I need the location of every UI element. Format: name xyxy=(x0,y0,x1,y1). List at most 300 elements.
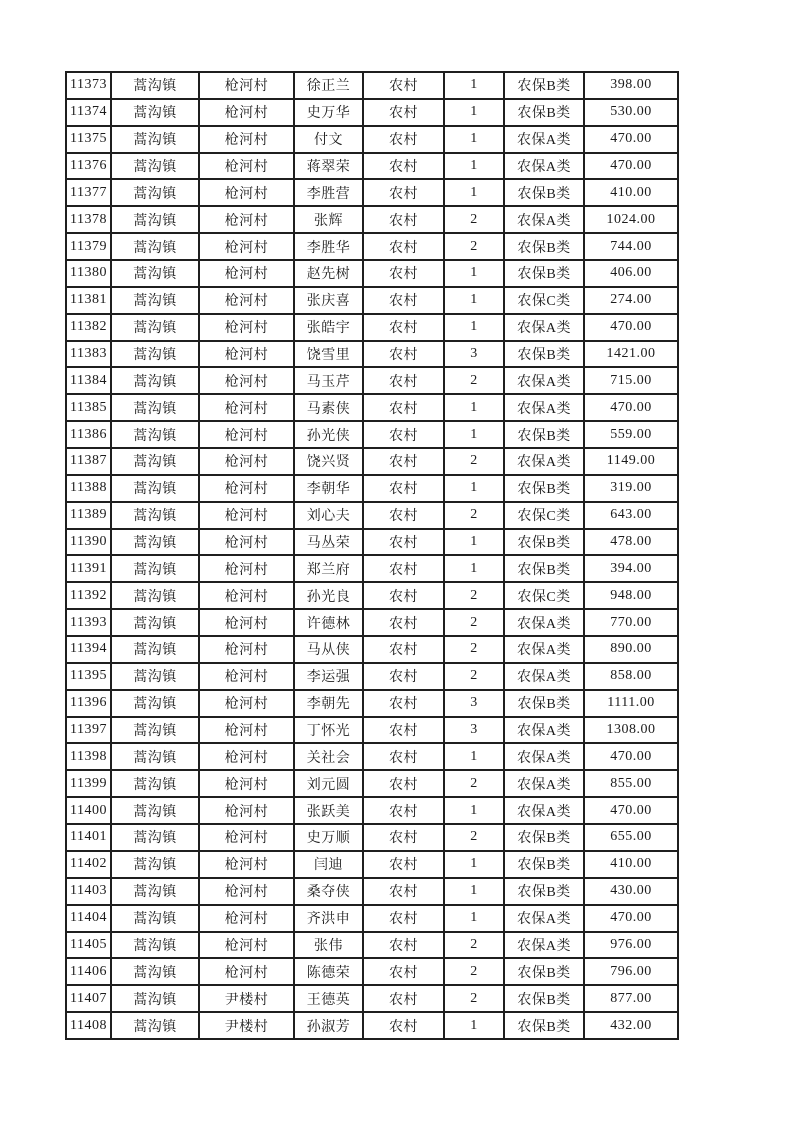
cell-person-count: 2 xyxy=(444,663,504,690)
cell-person-name: 马丛荣 xyxy=(294,529,363,556)
cell-person-name: 张庆喜 xyxy=(294,287,363,314)
cell-amount: 858.00 xyxy=(584,663,678,690)
cell-person-count: 1 xyxy=(444,179,504,206)
cell-insurance-category: 农保B类 xyxy=(504,421,584,448)
cell-town: 蒿沟镇 xyxy=(111,529,199,556)
cell-town: 蒿沟镇 xyxy=(111,233,199,260)
cell-person-name: 王德英 xyxy=(294,985,363,1012)
cell-village: 枪河村 xyxy=(199,905,294,932)
cell-insurance-category: 农保A类 xyxy=(504,797,584,824)
cell-town: 蒿沟镇 xyxy=(111,555,199,582)
cell-person-name: 蒋翠荣 xyxy=(294,153,363,180)
table-row xyxy=(66,72,678,99)
cell-village: 枪河村 xyxy=(199,797,294,824)
cell-residence-type: 农村 xyxy=(363,932,444,959)
cell-person-id: 11396 xyxy=(66,690,111,717)
cell-insurance-category: 农保A类 xyxy=(504,743,584,770)
cell-person-count: 1 xyxy=(444,797,504,824)
cell-amount: 398.00 xyxy=(584,72,678,99)
cell-insurance-category: 农保A类 xyxy=(504,394,584,421)
cell-insurance-category: 农保B类 xyxy=(504,555,584,582)
cell-residence-type: 农村 xyxy=(363,72,444,99)
table-row xyxy=(66,99,678,126)
cell-insurance-category: 农保A类 xyxy=(504,932,584,959)
table-row xyxy=(66,367,678,394)
cell-village: 枪河村 xyxy=(199,72,294,99)
cell-amount: 744.00 xyxy=(584,233,678,260)
cell-person-id: 11381 xyxy=(66,287,111,314)
cell-person-id: 11397 xyxy=(66,717,111,744)
cell-amount: 1421.00 xyxy=(584,341,678,368)
cell-insurance-category: 农保B类 xyxy=(504,99,584,126)
table-row xyxy=(66,287,678,314)
table-row xyxy=(66,851,678,878)
cell-person-count: 1 xyxy=(444,475,504,502)
cell-insurance-category: 农保A类 xyxy=(504,448,584,475)
cell-village: 尹楼村 xyxy=(199,1012,294,1039)
cell-person-count: 2 xyxy=(444,824,504,851)
cell-village: 枪河村 xyxy=(199,932,294,959)
cell-amount: 394.00 xyxy=(584,555,678,582)
cell-village: 枪河村 xyxy=(199,690,294,717)
cell-person-name: 饶兴贤 xyxy=(294,448,363,475)
cell-person-name: 李胜营 xyxy=(294,179,363,206)
cell-village: 枪河村 xyxy=(199,609,294,636)
cell-town: 蒿沟镇 xyxy=(111,421,199,448)
cell-village: 枪河村 xyxy=(199,824,294,851)
cell-village: 枪河村 xyxy=(199,260,294,287)
cell-insurance-category: 农保B类 xyxy=(504,260,584,287)
cell-village: 枪河村 xyxy=(199,770,294,797)
table-row xyxy=(66,743,678,770)
cell-town: 蒿沟镇 xyxy=(111,932,199,959)
cell-insurance-category: 农保B类 xyxy=(504,985,584,1012)
cell-residence-type: 农村 xyxy=(363,609,444,636)
cell-residence-type: 农村 xyxy=(363,421,444,448)
cell-residence-type: 农村 xyxy=(363,905,444,932)
cell-town: 蒿沟镇 xyxy=(111,99,199,126)
cell-town: 蒿沟镇 xyxy=(111,179,199,206)
cell-insurance-category: 农保A类 xyxy=(504,770,584,797)
cell-person-count: 2 xyxy=(444,636,504,663)
cell-person-count: 1 xyxy=(444,153,504,180)
cell-village: 枪河村 xyxy=(199,555,294,582)
table-row xyxy=(66,502,678,529)
table-row xyxy=(66,582,678,609)
table-row xyxy=(66,878,678,905)
cell-person-count: 1 xyxy=(444,878,504,905)
cell-person-id: 11374 xyxy=(66,99,111,126)
cell-insurance-category: 农保B类 xyxy=(504,1012,584,1039)
cell-person-name: 丁怀光 xyxy=(294,717,363,744)
cell-amount: 274.00 xyxy=(584,287,678,314)
cell-person-count: 2 xyxy=(444,770,504,797)
cell-insurance-category: 农保B类 xyxy=(504,475,584,502)
cell-residence-type: 农村 xyxy=(363,690,444,717)
cell-residence-type: 农村 xyxy=(363,502,444,529)
cell-person-count: 1 xyxy=(444,421,504,448)
cell-residence-type: 农村 xyxy=(363,206,444,233)
cell-residence-type: 农村 xyxy=(363,1012,444,1039)
cell-residence-type: 农村 xyxy=(363,824,444,851)
cell-person-count: 1 xyxy=(444,905,504,932)
cell-person-count: 1 xyxy=(444,260,504,287)
cell-residence-type: 农村 xyxy=(363,260,444,287)
cell-person-id: 11377 xyxy=(66,179,111,206)
table-row xyxy=(66,341,678,368)
cell-person-name: 孙光侠 xyxy=(294,421,363,448)
cell-person-name: 史万顺 xyxy=(294,824,363,851)
cell-residence-type: 农村 xyxy=(363,99,444,126)
cell-amount: 470.00 xyxy=(584,394,678,421)
cell-insurance-category: 农保B类 xyxy=(504,690,584,717)
cell-person-id: 11395 xyxy=(66,663,111,690)
cell-person-count: 3 xyxy=(444,341,504,368)
cell-person-id: 11378 xyxy=(66,206,111,233)
cell-amount: 470.00 xyxy=(584,153,678,180)
cell-person-id: 11383 xyxy=(66,341,111,368)
cell-insurance-category: 农保A类 xyxy=(504,206,584,233)
cell-person-count: 2 xyxy=(444,609,504,636)
cell-person-name: 孙淑芳 xyxy=(294,1012,363,1039)
cell-person-name: 李朝华 xyxy=(294,475,363,502)
cell-insurance-category: 农保A类 xyxy=(504,126,584,153)
cell-amount: 1024.00 xyxy=(584,206,678,233)
cell-person-id: 11405 xyxy=(66,932,111,959)
cell-residence-type: 农村 xyxy=(363,394,444,421)
cell-amount: 430.00 xyxy=(584,878,678,905)
cell-village: 枪河村 xyxy=(199,878,294,905)
cell-person-name: 郑兰府 xyxy=(294,555,363,582)
cell-amount: 770.00 xyxy=(584,609,678,636)
cell-town: 蒿沟镇 xyxy=(111,743,199,770)
table-row xyxy=(66,126,678,153)
cell-person-name: 陈德荣 xyxy=(294,958,363,985)
cell-person-count: 2 xyxy=(444,985,504,1012)
cell-person-id: 11398 xyxy=(66,743,111,770)
cell-amount: 1149.00 xyxy=(584,448,678,475)
cell-village: 枪河村 xyxy=(199,958,294,985)
cell-person-id: 11388 xyxy=(66,475,111,502)
cell-insurance-category: 农保A类 xyxy=(504,314,584,341)
cell-person-name: 付文 xyxy=(294,126,363,153)
cell-person-id: 11389 xyxy=(66,502,111,529)
cell-insurance-category: 农保A类 xyxy=(504,367,584,394)
cell-residence-type: 农村 xyxy=(363,233,444,260)
cell-person-id: 11382 xyxy=(66,314,111,341)
cell-town: 蒿沟镇 xyxy=(111,878,199,905)
cell-person-id: 11407 xyxy=(66,985,111,1012)
cell-insurance-category: 农保C类 xyxy=(504,582,584,609)
cell-town: 蒿沟镇 xyxy=(111,663,199,690)
cell-person-name: 马玉芹 xyxy=(294,367,363,394)
cell-residence-type: 农村 xyxy=(363,367,444,394)
cell-person-name: 许德林 xyxy=(294,609,363,636)
cell-insurance-category: 农保B类 xyxy=(504,233,584,260)
table-row xyxy=(66,529,678,556)
cell-person-id: 11384 xyxy=(66,367,111,394)
table-row xyxy=(66,958,678,985)
cell-person-id: 11373 xyxy=(66,72,111,99)
cell-person-count: 2 xyxy=(444,367,504,394)
cell-residence-type: 农村 xyxy=(363,770,444,797)
cell-insurance-category: 农保A类 xyxy=(504,636,584,663)
cell-residence-type: 农村 xyxy=(363,179,444,206)
cell-residence-type: 农村 xyxy=(363,341,444,368)
cell-person-name: 饶雪里 xyxy=(294,341,363,368)
cell-village: 枪河村 xyxy=(199,502,294,529)
cell-residence-type: 农村 xyxy=(363,878,444,905)
cell-town: 蒿沟镇 xyxy=(111,985,199,1012)
cell-village: 尹楼村 xyxy=(199,985,294,1012)
cell-person-name: 李朝先 xyxy=(294,690,363,717)
cell-person-name: 刘元圆 xyxy=(294,770,363,797)
table-row xyxy=(66,636,678,663)
cell-town: 蒿沟镇 xyxy=(111,905,199,932)
cell-insurance-category: 农保B类 xyxy=(504,824,584,851)
cell-person-count: 3 xyxy=(444,690,504,717)
cell-residence-type: 农村 xyxy=(363,475,444,502)
cell-person-id: 11401 xyxy=(66,824,111,851)
cell-amount: 1308.00 xyxy=(584,717,678,744)
cell-amount: 470.00 xyxy=(584,905,678,932)
table-row xyxy=(66,314,678,341)
cell-person-name: 孙光良 xyxy=(294,582,363,609)
cell-residence-type: 农村 xyxy=(363,287,444,314)
cell-person-id: 11375 xyxy=(66,126,111,153)
cell-person-name: 张伟 xyxy=(294,932,363,959)
cell-village: 枪河村 xyxy=(199,529,294,556)
cell-person-name: 史万华 xyxy=(294,99,363,126)
cell-town: 蒿沟镇 xyxy=(111,314,199,341)
cell-insurance-category: 农保B类 xyxy=(504,529,584,556)
cell-town: 蒿沟镇 xyxy=(111,636,199,663)
cell-town: 蒿沟镇 xyxy=(111,153,199,180)
cell-village: 枪河村 xyxy=(199,314,294,341)
cell-village: 枪河村 xyxy=(199,179,294,206)
cell-village: 枪河村 xyxy=(199,851,294,878)
cell-village: 枪河村 xyxy=(199,421,294,448)
cell-town: 蒿沟镇 xyxy=(111,72,199,99)
cell-town: 蒿沟镇 xyxy=(111,448,199,475)
cell-person-id: 11392 xyxy=(66,582,111,609)
cell-residence-type: 农村 xyxy=(363,985,444,1012)
cell-village: 枪河村 xyxy=(199,99,294,126)
cell-village: 枪河村 xyxy=(199,743,294,770)
table-row xyxy=(66,690,678,717)
cell-person-count: 2 xyxy=(444,206,504,233)
cell-person-name: 闫迪 xyxy=(294,851,363,878)
cell-amount: 655.00 xyxy=(584,824,678,851)
cell-person-id: 11406 xyxy=(66,958,111,985)
cell-amount: 643.00 xyxy=(584,502,678,529)
cell-village: 枪河村 xyxy=(199,636,294,663)
cell-person-name: 徐正兰 xyxy=(294,72,363,99)
cell-amount: 470.00 xyxy=(584,743,678,770)
table-row xyxy=(66,153,678,180)
cell-amount: 1111.00 xyxy=(584,690,678,717)
cell-person-count: 1 xyxy=(444,126,504,153)
cell-person-name: 关社会 xyxy=(294,743,363,770)
cell-person-count: 2 xyxy=(444,502,504,529)
cell-person-name: 张跃美 xyxy=(294,797,363,824)
cell-person-count: 2 xyxy=(444,582,504,609)
cell-person-name: 桑夺侠 xyxy=(294,878,363,905)
cell-amount: 855.00 xyxy=(584,770,678,797)
cell-person-count: 1 xyxy=(444,72,504,99)
table-row xyxy=(66,797,678,824)
cell-town: 蒿沟镇 xyxy=(111,958,199,985)
table-row xyxy=(66,233,678,260)
cell-insurance-category: 农保B类 xyxy=(504,179,584,206)
cell-town: 蒿沟镇 xyxy=(111,797,199,824)
table-row xyxy=(66,1012,678,1039)
table-row xyxy=(66,770,678,797)
cell-person-count: 2 xyxy=(444,233,504,260)
cell-residence-type: 农村 xyxy=(363,797,444,824)
cell-person-name: 张皓宇 xyxy=(294,314,363,341)
cell-village: 枪河村 xyxy=(199,126,294,153)
cell-person-name: 李胜华 xyxy=(294,233,363,260)
cell-insurance-category: 农保B类 xyxy=(504,72,584,99)
cell-amount: 470.00 xyxy=(584,314,678,341)
cell-person-id: 11403 xyxy=(66,878,111,905)
cell-insurance-category: 农保C类 xyxy=(504,502,584,529)
cell-insurance-category: 农保A类 xyxy=(504,717,584,744)
cell-person-id: 11390 xyxy=(66,529,111,556)
cell-village: 枪河村 xyxy=(199,341,294,368)
table-row xyxy=(66,475,678,502)
cell-person-name: 马素侠 xyxy=(294,394,363,421)
cell-person-id: 11387 xyxy=(66,448,111,475)
cell-amount: 410.00 xyxy=(584,179,678,206)
cell-insurance-category: 农保A类 xyxy=(504,609,584,636)
cell-person-id: 11386 xyxy=(66,421,111,448)
cell-amount: 319.00 xyxy=(584,475,678,502)
cell-town: 蒿沟镇 xyxy=(111,502,199,529)
cell-village: 枪河村 xyxy=(199,663,294,690)
cell-town: 蒿沟镇 xyxy=(111,770,199,797)
cell-person-id: 11399 xyxy=(66,770,111,797)
cell-person-count: 1 xyxy=(444,851,504,878)
cell-village: 枪河村 xyxy=(199,367,294,394)
cell-residence-type: 农村 xyxy=(363,126,444,153)
cell-person-id: 11379 xyxy=(66,233,111,260)
cell-amount: 890.00 xyxy=(584,636,678,663)
table-row xyxy=(66,179,678,206)
cell-residence-type: 农村 xyxy=(363,582,444,609)
cell-person-id: 11400 xyxy=(66,797,111,824)
cell-village: 枪河村 xyxy=(199,287,294,314)
cell-person-count: 1 xyxy=(444,555,504,582)
cell-person-count: 1 xyxy=(444,743,504,770)
cell-amount: 796.00 xyxy=(584,958,678,985)
cell-person-id: 11402 xyxy=(66,851,111,878)
cell-town: 蒿沟镇 xyxy=(111,341,199,368)
cell-residence-type: 农村 xyxy=(363,663,444,690)
cell-town: 蒿沟镇 xyxy=(111,1012,199,1039)
cell-insurance-category: 农保A类 xyxy=(504,905,584,932)
cell-person-id: 11380 xyxy=(66,260,111,287)
cell-person-count: 2 xyxy=(444,448,504,475)
cell-amount: 976.00 xyxy=(584,932,678,959)
table-row xyxy=(66,824,678,851)
cell-residence-type: 农村 xyxy=(363,555,444,582)
benefits-table xyxy=(65,71,679,1040)
cell-person-name: 李运强 xyxy=(294,663,363,690)
cell-village: 枪河村 xyxy=(199,717,294,744)
cell-village: 枪河村 xyxy=(199,448,294,475)
cell-town: 蒿沟镇 xyxy=(111,260,199,287)
cell-person-count: 1 xyxy=(444,394,504,421)
cell-insurance-category: 农保B类 xyxy=(504,851,584,878)
cell-town: 蒿沟镇 xyxy=(111,582,199,609)
cell-insurance-category: 农保B类 xyxy=(504,958,584,985)
cell-person-count: 1 xyxy=(444,287,504,314)
cell-person-count: 1 xyxy=(444,1012,504,1039)
table-row xyxy=(66,260,678,287)
table-row xyxy=(66,985,678,1012)
cell-amount: 410.00 xyxy=(584,851,678,878)
cell-town: 蒿沟镇 xyxy=(111,126,199,153)
cell-amount: 470.00 xyxy=(584,126,678,153)
cell-town: 蒿沟镇 xyxy=(111,851,199,878)
cell-town: 蒿沟镇 xyxy=(111,287,199,314)
cell-amount: 530.00 xyxy=(584,99,678,126)
cell-person-id: 11393 xyxy=(66,609,111,636)
cell-residence-type: 农村 xyxy=(363,958,444,985)
cell-residence-type: 农村 xyxy=(363,851,444,878)
cell-insurance-category: 农保A类 xyxy=(504,153,584,180)
cell-village: 枪河村 xyxy=(199,475,294,502)
cell-town: 蒿沟镇 xyxy=(111,206,199,233)
cell-person-id: 11385 xyxy=(66,394,111,421)
cell-amount: 478.00 xyxy=(584,529,678,556)
cell-village: 枪河村 xyxy=(199,233,294,260)
cell-town: 蒿沟镇 xyxy=(111,717,199,744)
table-row xyxy=(66,448,678,475)
cell-village: 枪河村 xyxy=(199,206,294,233)
cell-town: 蒿沟镇 xyxy=(111,475,199,502)
cell-town: 蒿沟镇 xyxy=(111,367,199,394)
cell-amount: 559.00 xyxy=(584,421,678,448)
cell-town: 蒿沟镇 xyxy=(111,609,199,636)
cell-amount: 432.00 xyxy=(584,1012,678,1039)
cell-residence-type: 农村 xyxy=(363,529,444,556)
cell-amount: 470.00 xyxy=(584,797,678,824)
table-row xyxy=(66,609,678,636)
cell-person-name: 齐洪申 xyxy=(294,905,363,932)
table-row xyxy=(66,206,678,233)
table-row xyxy=(66,905,678,932)
cell-person-id: 11376 xyxy=(66,153,111,180)
cell-residence-type: 农村 xyxy=(363,314,444,341)
cell-person-name: 张辉 xyxy=(294,206,363,233)
cell-person-name: 马从侠 xyxy=(294,636,363,663)
cell-village: 枪河村 xyxy=(199,582,294,609)
table-row xyxy=(66,394,678,421)
cell-village: 枪河村 xyxy=(199,394,294,421)
cell-residence-type: 农村 xyxy=(363,448,444,475)
table-row xyxy=(66,717,678,744)
cell-person-count: 2 xyxy=(444,958,504,985)
cell-residence-type: 农村 xyxy=(363,153,444,180)
cell-insurance-category: 农保B类 xyxy=(504,341,584,368)
cell-person-count: 3 xyxy=(444,717,504,744)
cell-village: 枪河村 xyxy=(199,153,294,180)
table-row xyxy=(66,663,678,690)
table-body xyxy=(66,72,678,1039)
